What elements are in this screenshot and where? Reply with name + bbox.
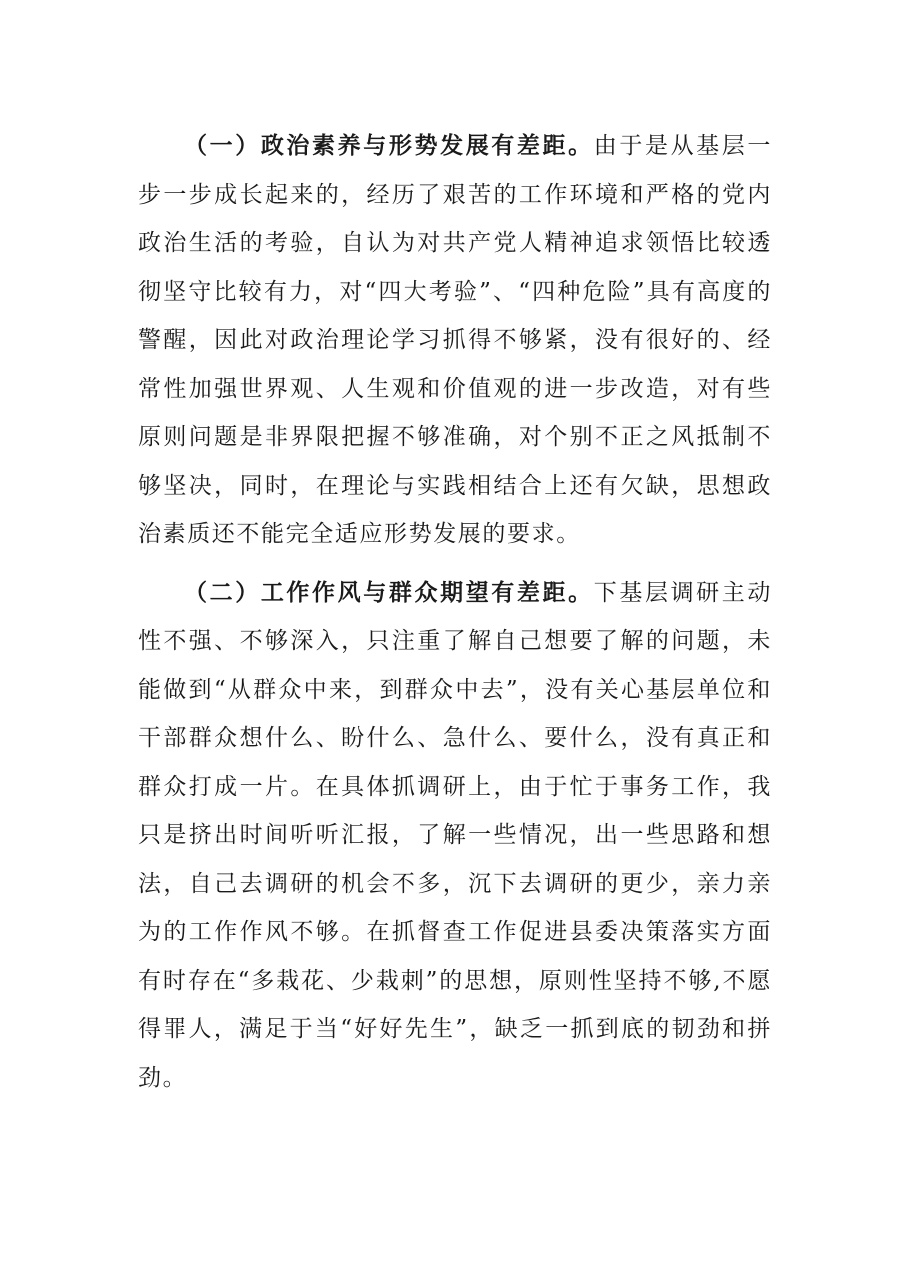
paragraph-heading: （一）政治素养与形势发展有差距。: [184, 132, 594, 159]
paragraph-text: 下基层调研主动性不强、不够深入，只注重了解自己想要了解的问题，未能做到“从群众中来，到群众中去”，没有关心基层单位和干部群众想什么、盼什么、急什么、要什么，没有真正和群众打成一片。在具体抓调研上，由于忙于事务工作，我只是挤出时间听听汇报，了解一些情况，出一些思路和想法，自己去调研的机会不多，沉下去调研的更少，亲力亲为的工作作风不够。在抓督查工作促进县委决策落实方面有时存在“多栽花、少栽刺”的思想，原则性坚持不够,不愿得罪人，满足于当“好好先生”，缺乏一抓到底的韧劲和拼劲。: [138, 579, 773, 1091]
paragraph-text: 由于是从基层一步一步成长起来的，经历了艰苦的工作环境和严格的党内政治生活的考验，自认为对共产党人精神追求领悟比较透彻坚守比较有力，对“四大考验”、“四种危险”具有高度的警醒，因此对政治理论学习抓得不够紧，没有很好的、经常性加强世界观、人生观和价值观的进一步改造，对有些原则问题是非界限把握不够准确，对个别不正之风抵制不够坚决，同时，在理论与实践相结合上还有欠缺，思想政治素质还不能完全适应形势发展的要求。: [138, 133, 773, 547]
paragraph-heading: （二）工作作风与群众期望有差距。: [184, 578, 594, 606]
paragraph-work-style: [138, 569, 772, 1103]
paragraph-political-quality: [138, 122, 772, 559]
document-body: [138, 122, 772, 1112]
